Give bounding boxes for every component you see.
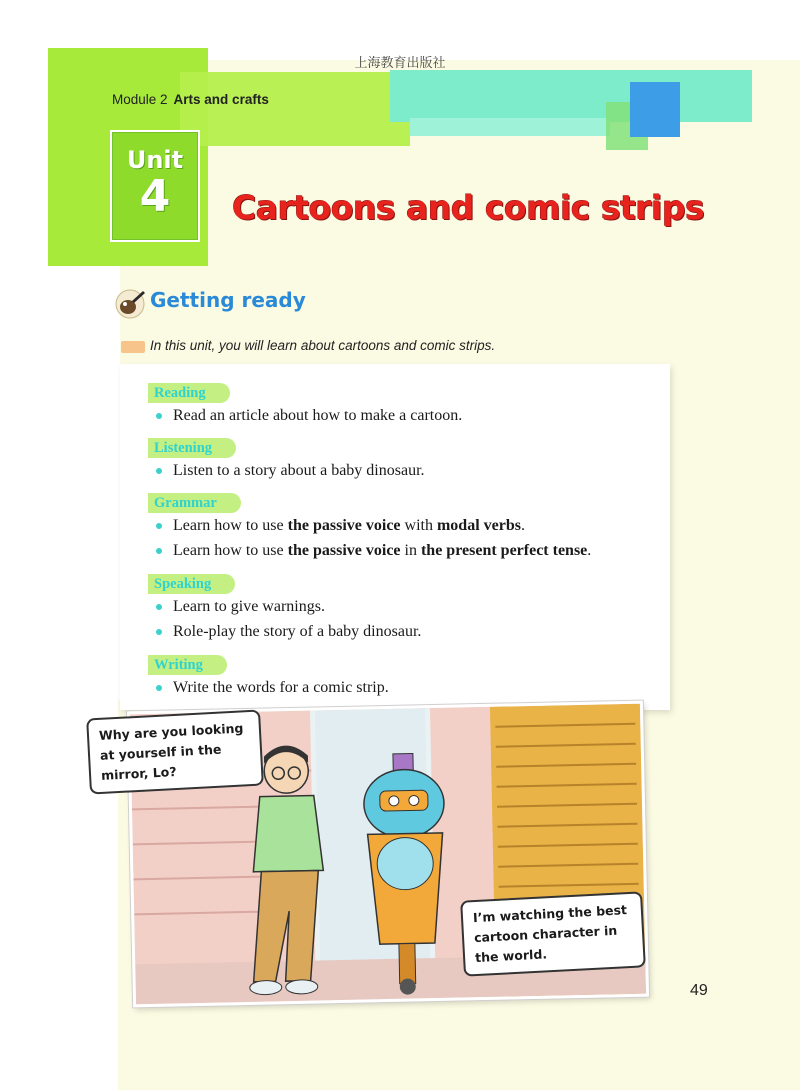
teal-header-band	[390, 70, 752, 122]
section-writing	[148, 654, 389, 700]
getting-ready-heading: Getting ready	[150, 288, 306, 312]
section-listening	[148, 437, 425, 483]
section-label: Listening	[148, 438, 236, 458]
bullet-item: Role-play the story of a baby dinosaur.	[156, 619, 421, 644]
section-speaking	[148, 573, 421, 644]
module-heading	[112, 92, 269, 107]
bullet-item: Learn how to use the passive voice with modal verbs.	[156, 513, 591, 538]
bullet-item: Learn to give warnings.	[156, 594, 421, 619]
module-prefix: Module 2	[112, 92, 168, 107]
bullet-item: Learn how to use the passive voice in the present perfect tense.	[156, 538, 591, 563]
bullet-item: Read an article about how to make a cartoon.	[156, 403, 462, 428]
section-label: Grammar	[148, 493, 241, 513]
unit-word: Unit	[126, 146, 184, 174]
section-label: Reading	[148, 383, 230, 403]
green-header-band	[180, 72, 410, 146]
intro-text: In this unit, you will learn about cartoons and comic strips.	[150, 338, 496, 353]
bullet-item: Listen to a story about a baby dinosaur.	[156, 458, 425, 483]
section-reading	[148, 382, 462, 428]
unit-badge	[110, 130, 200, 242]
teal-header-strip	[410, 118, 610, 136]
publisher-name: 上海教育出版社	[354, 56, 446, 71]
speech-bubble-robot: I’m watching the best cartoon character in the world.	[460, 891, 646, 976]
brush-icon	[114, 287, 146, 319]
unit-number: 4	[139, 171, 171, 222]
module-name: Arts and crafts	[173, 92, 269, 107]
section-label: Writing	[148, 655, 227, 675]
page-number: 49	[690, 982, 708, 999]
page-title: Cartoons and comic strips	[232, 188, 705, 227]
speech-bubble-boy: Why are you looking at yourself in the mirror, Lo?	[86, 709, 264, 794]
section-grammar	[148, 492, 591, 563]
section-label: Speaking	[148, 574, 235, 594]
blue-square-decoration	[630, 82, 680, 137]
intro-marker	[121, 341, 145, 353]
bullet-item: Write the words for a comic strip.	[156, 675, 389, 700]
